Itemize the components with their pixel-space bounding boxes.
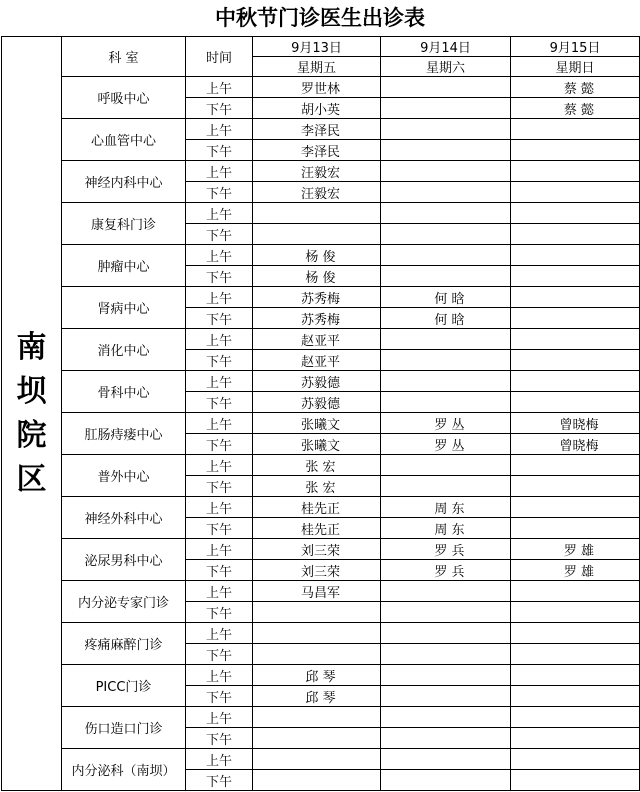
dept-name: 泌尿男科中心 <box>62 539 186 581</box>
table-row <box>2 77 640 98</box>
doctor-cell: 罗世林 <box>253 77 381 98</box>
doctor-cell <box>381 98 511 119</box>
dept-name: 普外中心 <box>62 455 186 497</box>
doctor-cell: 罗 丛 <box>381 413 511 434</box>
doctor-cell: 刘三荣 <box>253 560 381 581</box>
doctor-cell <box>511 224 640 245</box>
doctor-cell <box>381 455 511 476</box>
table-row <box>2 119 640 140</box>
time-slot: 下午 <box>186 308 253 329</box>
doctor-cell <box>511 266 640 287</box>
doctor-cell: 何 晗 <box>381 308 511 329</box>
doctor-cell: 周 东 <box>381 518 511 539</box>
doctor-cell <box>253 749 381 770</box>
time-header: 时间 <box>186 37 253 77</box>
doctor-cell <box>381 140 511 161</box>
doctor-cell: 苏秀梅 <box>253 308 381 329</box>
dept-name: 消化中心 <box>62 329 186 371</box>
doctor-cell <box>253 602 381 623</box>
doctor-cell: 邱 琴 <box>253 665 381 686</box>
time-slot: 下午 <box>186 182 253 203</box>
dept-name: 骨科中心 <box>62 371 186 413</box>
doctor-cell: 胡小英 <box>253 98 381 119</box>
doctor-cell <box>381 623 511 644</box>
doctor-cell <box>511 707 640 728</box>
doctor-cell <box>511 644 640 665</box>
time-slot: 下午 <box>186 140 253 161</box>
time-slot: 下午 <box>186 350 253 371</box>
doctor-cell <box>381 329 511 350</box>
doctor-cell: 何 晗 <box>381 287 511 308</box>
doctor-cell: 罗 雄 <box>511 539 640 560</box>
doctor-cell: 李泽民 <box>253 119 381 140</box>
time-slot: 下午 <box>186 518 253 539</box>
dept-name: 呼吸中心 <box>62 77 186 119</box>
campus-cell <box>2 37 62 791</box>
time-slot: 上午 <box>186 371 253 392</box>
time-slot: 上午 <box>186 581 253 602</box>
time-slot: 下午 <box>186 224 253 245</box>
doctor-cell: 赵亚平 <box>253 350 381 371</box>
doctor-cell: 苏秀梅 <box>253 287 381 308</box>
doctor-cell <box>511 182 640 203</box>
table-row <box>2 623 640 644</box>
doctor-cell <box>253 728 381 749</box>
doctor-cell <box>511 350 640 371</box>
doctor-cell <box>381 203 511 224</box>
doctor-cell <box>381 644 511 665</box>
doctor-cell <box>381 266 511 287</box>
doctor-cell: 罗 兵 <box>381 560 511 581</box>
time-slot: 上午 <box>186 665 253 686</box>
dept-name: PICC门诊 <box>62 665 186 707</box>
doctor-cell <box>511 140 640 161</box>
time-slot: 下午 <box>186 476 253 497</box>
doctor-cell <box>511 245 640 266</box>
doctor-cell: 张曦文 <box>253 434 381 455</box>
table-row <box>2 707 640 728</box>
doctor-cell <box>511 686 640 707</box>
doctor-cell <box>381 581 511 602</box>
time-slot: 下午 <box>186 602 253 623</box>
doctor-cell <box>253 203 381 224</box>
table-row <box>2 749 640 770</box>
weekday-header: 星期六 <box>381 57 511 77</box>
table-row <box>2 413 640 434</box>
dept-name: 内分泌专家门诊 <box>62 581 186 623</box>
dept-name: 康复科门诊 <box>62 203 186 245</box>
table-row <box>2 665 640 686</box>
doctor-cell: 汪毅宏 <box>253 161 381 182</box>
doctor-cell <box>381 119 511 140</box>
time-slot: 下午 <box>186 770 253 791</box>
dept-name: 伤口造口门诊 <box>62 707 186 749</box>
table-row <box>2 539 640 560</box>
doctor-cell: 桂先正 <box>253 518 381 539</box>
dept-name: 神经内科中心 <box>62 161 186 203</box>
doctor-cell <box>511 119 640 140</box>
table-row <box>2 371 640 392</box>
dept-header: 科 室 <box>62 37 186 77</box>
schedule-table <box>1 36 640 791</box>
doctor-cell <box>253 770 381 791</box>
doctor-cell <box>511 623 640 644</box>
doctor-cell <box>381 728 511 749</box>
table-row <box>2 245 640 266</box>
weekday-header: 星期五 <box>253 57 381 77</box>
doctor-cell <box>511 602 640 623</box>
page-title: 中秋节门诊医生出诊表 <box>215 6 425 30</box>
doctor-cell: 周 东 <box>381 497 511 518</box>
table-row <box>2 581 640 602</box>
campus-char: 区 <box>16 461 47 497</box>
table-row <box>2 497 640 518</box>
time-slot: 下午 <box>186 266 253 287</box>
doctor-cell: 赵亚平 <box>253 329 381 350</box>
doctor-cell <box>253 644 381 665</box>
date-header: 9月14日 <box>381 37 511 57</box>
time-slot: 下午 <box>186 98 253 119</box>
doctor-cell <box>381 770 511 791</box>
doctor-cell <box>381 350 511 371</box>
time-slot: 上午 <box>186 161 253 182</box>
doctor-cell: 杨 俊 <box>253 266 381 287</box>
doctor-cell <box>511 518 640 539</box>
doctor-cell <box>381 224 511 245</box>
campus-char: 坝 <box>16 373 47 409</box>
doctor-cell <box>511 728 640 749</box>
doctor-cell <box>253 707 381 728</box>
doctor-cell <box>511 770 640 791</box>
doctor-cell: 苏毅德 <box>253 371 381 392</box>
doctor-cell <box>381 77 511 98</box>
doctor-cell <box>381 161 511 182</box>
doctor-cell: 张 宏 <box>253 476 381 497</box>
campus-label <box>2 326 61 502</box>
time-slot: 下午 <box>186 392 253 413</box>
time-slot: 上午 <box>186 707 253 728</box>
dept-name: 神经外科中心 <box>62 497 186 539</box>
doctor-cell <box>381 707 511 728</box>
campus-char: 南 <box>16 329 47 365</box>
doctor-cell <box>253 623 381 644</box>
doctor-cell: 罗 丛 <box>381 434 511 455</box>
doctor-cell <box>511 161 640 182</box>
doctor-cell <box>381 476 511 497</box>
table-row <box>2 287 640 308</box>
header-row-dates <box>2 37 640 57</box>
doctor-cell <box>381 665 511 686</box>
doctor-cell <box>381 245 511 266</box>
doctor-cell <box>381 392 511 413</box>
time-slot: 上午 <box>186 497 253 518</box>
doctor-cell <box>253 224 381 245</box>
dept-name: 肛肠痔瘘中心 <box>62 413 186 455</box>
doctor-cell: 汪毅宏 <box>253 182 381 203</box>
time-slot: 上午 <box>186 245 253 266</box>
table-row <box>2 329 640 350</box>
doctor-cell: 马昌军 <box>253 581 381 602</box>
time-slot: 下午 <box>186 434 253 455</box>
doctor-cell: 蔡 懿 <box>511 98 640 119</box>
time-slot: 上午 <box>186 119 253 140</box>
doctor-cell: 刘三荣 <box>253 539 381 560</box>
doctor-cell: 杨 俊 <box>253 245 381 266</box>
doctor-cell <box>511 665 640 686</box>
doctor-cell <box>511 476 640 497</box>
doctor-cell <box>381 749 511 770</box>
dept-name: 肿瘤中心 <box>62 245 186 287</box>
time-slot: 上午 <box>186 413 253 434</box>
date-header: 9月13日 <box>253 37 381 57</box>
doctor-cell <box>511 497 640 518</box>
time-slot: 上午 <box>186 329 253 350</box>
doctor-cell <box>511 455 640 476</box>
schedule-sheet <box>1 36 640 791</box>
time-slot: 下午 <box>186 644 253 665</box>
doctor-cell: 罗 兵 <box>381 539 511 560</box>
doctor-cell <box>381 182 511 203</box>
doctor-cell: 桂先正 <box>253 497 381 518</box>
campus-char: 院 <box>16 417 47 453</box>
doctor-cell: 曾晓梅 <box>511 413 640 434</box>
doctor-cell <box>511 581 640 602</box>
doctor-cell: 罗 雄 <box>511 560 640 581</box>
time-slot: 下午 <box>186 728 253 749</box>
time-slot: 上午 <box>186 77 253 98</box>
doctor-cell <box>381 686 511 707</box>
dept-name: 疼痛麻醉门诊 <box>62 623 186 665</box>
doctor-cell <box>511 203 640 224</box>
time-slot: 上午 <box>186 623 253 644</box>
time-slot: 下午 <box>186 686 253 707</box>
table-row <box>2 455 640 476</box>
table-row <box>2 161 640 182</box>
doctor-cell: 张 宏 <box>253 455 381 476</box>
doctor-cell: 张曦文 <box>253 413 381 434</box>
date-header: 9月15日 <box>511 37 640 57</box>
dept-name: 肾病中心 <box>62 287 186 329</box>
doctor-cell <box>511 287 640 308</box>
dept-name: 心血管中心 <box>62 119 186 161</box>
doctor-cell: 邱 琴 <box>253 686 381 707</box>
doctor-cell <box>511 371 640 392</box>
time-slot: 上午 <box>186 539 253 560</box>
doctor-cell: 蔡 懿 <box>511 77 640 98</box>
doctor-cell: 曾晓梅 <box>511 434 640 455</box>
dept-name: 内分泌科（南坝） <box>62 749 186 791</box>
time-slot: 上午 <box>186 203 253 224</box>
weekday-header: 星期日 <box>511 57 640 77</box>
doctor-cell <box>381 371 511 392</box>
doctor-cell: 李泽民 <box>253 140 381 161</box>
doctor-cell <box>511 749 640 770</box>
doctor-cell <box>511 392 640 413</box>
doctor-cell: 苏毅德 <box>253 392 381 413</box>
table-row <box>2 203 640 224</box>
doctor-cell <box>381 602 511 623</box>
time-slot: 上午 <box>186 749 253 770</box>
time-slot: 下午 <box>186 560 253 581</box>
time-slot: 上午 <box>186 287 253 308</box>
time-slot: 上午 <box>186 455 253 476</box>
doctor-cell <box>511 308 640 329</box>
doctor-cell <box>511 329 640 350</box>
